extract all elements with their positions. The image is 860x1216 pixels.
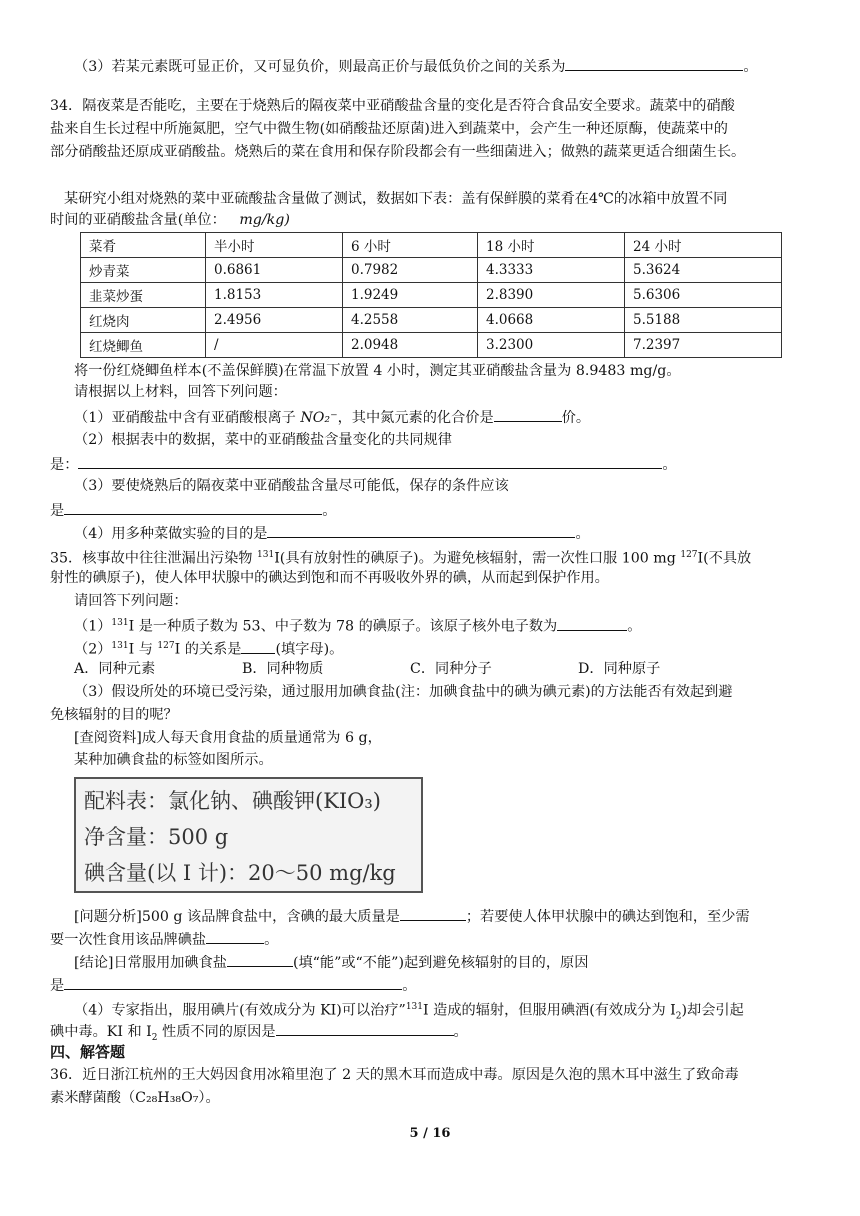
- header-cell: 24 小时: [625, 233, 782, 258]
- table-cell: 7.2397: [625, 333, 782, 358]
- table-cell: 5.3624: [625, 258, 782, 283]
- q35-intro-2: 射性的碘原子)，使人体甲状腺中的碘达到饱和而不再吸收外界的碘，从而起到保护作用。: [50, 570, 609, 586]
- q33-part3: （3）若某元素既可显正价，又可显负价，则最高正价与最低负价之间的关系为 。: [74, 55, 758, 77]
- q36-line-2: 素米酵菌酸（C₂₈H₃₈O₇）。: [50, 1090, 220, 1106]
- q34-question-3-answer: 是 。: [50, 499, 336, 521]
- page-number: 5 / 16: [409, 1126, 451, 1141]
- table-cell: 5.6306: [625, 283, 782, 308]
- q35-question-2: $(2)^{131}I$ 与 $^{127}$I 的关系是 (填字母)。: [74, 636, 343, 660]
- option-b: B．同种物质: [242, 661, 324, 677]
- q35-question-3-1: （3）假设所处的环境已受污染，通过服用加碘食盐(注：加碘食盐中的碘为碘元素)的方法能否有效起到避: [74, 684, 733, 700]
- salt-label-image: [74, 777, 423, 893]
- q35-conclusion-2: 是 。: [50, 974, 416, 996]
- table-cell: 4.3333: [478, 258, 625, 283]
- label-net-content: 净含量：500 g: [84, 825, 229, 849]
- label-ingredients: 配料表：氯化钠、碘酸钾(KIO₃): [84, 789, 382, 813]
- table-cell: 1.9249: [343, 283, 478, 308]
- table-row: [81, 283, 782, 308]
- table-cell: 0.6861: [206, 258, 343, 283]
- table-row: [81, 333, 782, 358]
- option-a: A．同种元素: [74, 661, 156, 677]
- q34-study-1: 某研究小组对烧熟的菜中亚硫酸盐含量做了测试，数据如下表：盖有保鲜膜的菜肴在4℃的冰箱中放置不同: [64, 191, 728, 207]
- q35-intro-1: 35．核事故中往往泄漏出污染物 $^{131}$I(具有放射性的碘原子)。为避免核辐射，需一次性口服 100 mg $^{127}$I(不具放: [50, 550, 752, 567]
- table-cell: 5.5188: [625, 308, 782, 333]
- q34-study-2: 时间的亚硝酸盐含量(单位： mg/kg): [50, 212, 290, 228]
- q34-question-4: （4）用多种菜做实验的目的是 。: [74, 522, 590, 544]
- table-row: [81, 308, 782, 333]
- q34-intro-2: 盐来自生长过程中所施氮肥，空气中微生物(如硝酸盐还原菌)进入到蔬菜中，会产生一种还原酶，使蔬菜中的: [50, 121, 728, 137]
- header-cell: 6 小时: [343, 233, 478, 258]
- q35-conclusion-1: [结论]日常服用加碘食盐 (填“能”或“不能”)起到避免核辐射的目的，原因: [74, 951, 588, 973]
- section-heading: 四、解答题: [50, 1043, 126, 1061]
- table-cell: 炒青菜: [81, 258, 206, 283]
- q35-question-4-2: 碘中毒。KI 和 $I_2$ 性质不同的原因是 。: [50, 1020, 468, 1048]
- q35-analysis-2: 要一次性食用该品牌碘盐 。: [50, 928, 278, 950]
- q34-intro-3: 部分硝酸盐还原成亚硝酸盐。烧熟后的菜在食用和保存阶段都会有一些细菌进入；做熟的蔬菜更适合细菌生长。: [50, 144, 746, 160]
- q34-question-2-answer: 是： 。: [50, 453, 677, 475]
- table-header-row: [81, 233, 782, 258]
- table-cell: 4.0668: [478, 308, 625, 333]
- q35-info-1: [查阅资料]成人每天食用食盐的质量通常为 6 g，: [74, 730, 382, 746]
- option-d: D．同种原子: [578, 661, 661, 677]
- q35-question-1: $(1)^{131}I$ 是一种质子数为 53、中子数为 78 的碘原子。该原子核外电子数为 。: [74, 613, 641, 637]
- table-cell: 4.2558: [343, 308, 478, 333]
- header-cell: 18 小时: [478, 233, 625, 258]
- q35-info-2: 某种加碘食盐的标签如图所示。: [74, 752, 273, 768]
- header-cell: 菜肴: [81, 233, 206, 258]
- option-c: C．同种分子: [410, 661, 492, 677]
- q34-question-3: （3）要使烧熟后的隔夜菜中亚硝酸盐含量尽可能低，保存的条件应该: [74, 478, 509, 494]
- q34-question-2: （2）根据表中的数据，菜中的亚硝酸盐含量变化的共同规律: [74, 432, 452, 448]
- label-iodine-content: 碘含量(以 I 计)：20～50 mg/kg: [84, 861, 396, 885]
- q34-intro-1: 34．隔夜菜是否能吃，主要在于烧熟后的隔夜菜中亚硝酸盐含量的变化是否符合食品安全要求。蔬菜中的硝酸: [50, 98, 735, 114]
- header-cell: 半小时: [206, 233, 343, 258]
- table-cell: 红烧肉: [81, 308, 206, 333]
- q35-prompt: 请回答下列问题：: [74, 593, 188, 609]
- table-cell: /: [206, 333, 343, 358]
- table-cell: 韭菜炒蛋: [81, 283, 206, 308]
- table-cell: 2.0948: [343, 333, 478, 358]
- table-row: [81, 258, 782, 283]
- q35-options: [74, 659, 660, 679]
- q34-note: 将一份红烧鲫鱼样本(不盖保鲜膜)在常温下放置 4 小时，测定其亚硝酸盐含量为 8.9483 mg/g。: [74, 363, 681, 379]
- table-cell: 3.2300: [478, 333, 625, 358]
- table-cell: 红烧鲫鱼: [81, 333, 206, 358]
- table-cell: 0.7982: [343, 258, 478, 283]
- nitrite-table: [80, 232, 782, 358]
- q35-analysis-1: [问题分析]500 g 该品牌食盐中，含碘的最大质量是 ；若要使人体甲状腺中的碘达到饱和，至少需: [74, 905, 750, 927]
- q35-question-4-1: （4）专家指出，服用碘片(有效成分为 KI)可以治疗”$^{131}$I 造成的辐射，但服用碘酒(有效成分为 $I_2$)却会引起: [74, 1002, 744, 1022]
- q35-question-3-2: 免核辐射的目的呢？: [50, 707, 178, 723]
- table-cell: 1.8153: [206, 283, 343, 308]
- table-cell: 2.8390: [478, 283, 625, 308]
- q36-line-1: 36．近日浙江杭州的王大妈因食用冰箱里泡了 2 天的黑木耳而造成中毒。原因是久泡的黑木耳中滋生了致命毒: [50, 1067, 739, 1083]
- q34-prompt: 请根据以上材料，回答下列问题：: [74, 384, 287, 400]
- q34-question-1: （1）亚硝酸盐中含有亚硝酸根离子 NO₂⁻，其中氮元素的化合价是 价。: [74, 406, 590, 428]
- table-cell: 2.4956: [206, 308, 343, 333]
